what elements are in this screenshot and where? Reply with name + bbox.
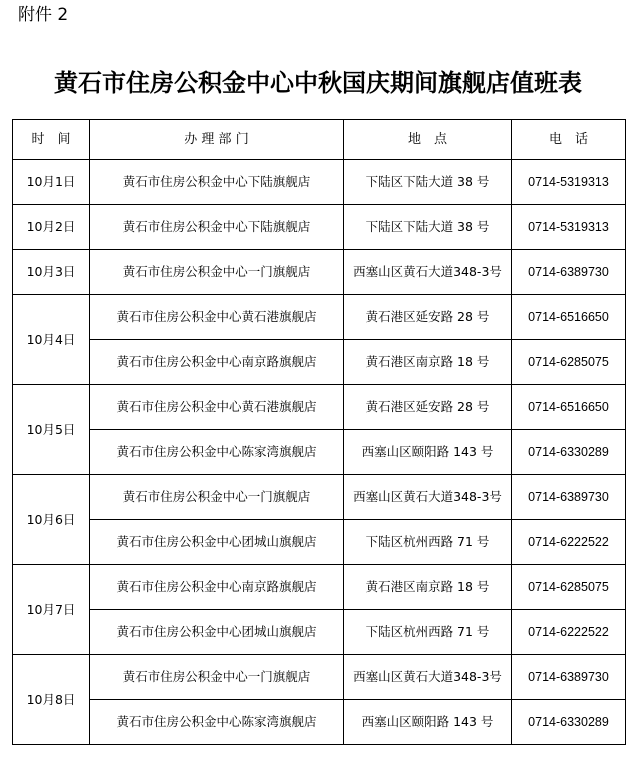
address-cell: 西塞山区黄石大道348-3号 (344, 250, 512, 295)
table-row (13, 205, 626, 250)
phone-cell: 0714-6222522 (512, 520, 626, 565)
phone-cell: 0714-5319313 (512, 205, 626, 250)
phone-cell: 0714-6516650 (512, 295, 626, 340)
department-cell: 黄石市住房公积金中心下陆旗舰店 (90, 205, 344, 250)
phone-cell: 0714-6285075 (512, 340, 626, 385)
department-cell: 黄石市住房公积金中心一门旗舰店 (90, 475, 344, 520)
department-cell: 黄石市住房公积金中心黄石港旗舰店 (90, 295, 344, 340)
address-cell: 黄石港区南京路 18 号 (344, 565, 512, 610)
table-row (13, 475, 626, 520)
department-cell: 黄石市住房公积金中心一门旗舰店 (90, 250, 344, 295)
department-cell: 黄石市住房公积金中心团城山旗舰店 (90, 610, 344, 655)
address-cell: 黄石港区南京路 18 号 (344, 340, 512, 385)
header-location: 地 点 (344, 120, 512, 160)
address-cell: 下陆区杭州西路 71 号 (344, 610, 512, 655)
address-cell: 下陆区下陆大道 38 号 (344, 205, 512, 250)
date-cell: 10月5日 (13, 385, 90, 475)
page-title: 黄石市住房公积金中心中秋国庆期间旗舰店值班表 (54, 69, 582, 97)
date-cell: 10月3日 (13, 250, 90, 295)
header-time: 时 间 (13, 120, 90, 160)
table-row (13, 610, 626, 655)
address-cell: 黄石港区延安路 28 号 (344, 295, 512, 340)
table-row (13, 295, 626, 340)
header-phone: 电 话 (512, 120, 626, 160)
department-cell: 黄石市住房公积金中心一门旗舰店 (90, 655, 344, 700)
department-cell: 黄石市住房公积金中心南京路旗舰店 (90, 340, 344, 385)
department-cell: 黄石市住房公积金中心黄石港旗舰店 (90, 385, 344, 430)
phone-cell: 0714-6330289 (512, 430, 626, 475)
table-row (13, 520, 626, 565)
phone-cell: 0714-6389730 (512, 475, 626, 520)
table-header-row (13, 120, 626, 160)
date-cell: 10月6日 (13, 475, 90, 565)
department-cell: 黄石市住房公积金中心陈家湾旗舰店 (90, 430, 344, 475)
date-cell: 10月2日 (13, 205, 90, 250)
phone-cell: 0714-6285075 (512, 565, 626, 610)
address-cell: 西塞山区黄石大道348-3号 (344, 475, 512, 520)
address-cell: 西塞山区黄石大道348-3号 (344, 655, 512, 700)
phone-cell: 0714-6516650 (512, 385, 626, 430)
duty-roster-table (12, 119, 626, 745)
phone-cell: 0714-6389730 (512, 250, 626, 295)
department-cell: 黄石市住房公积金中心下陆旗舰店 (90, 160, 344, 205)
attachment-label: 附件 2 (18, 5, 69, 25)
phone-cell: 0714-6222522 (512, 610, 626, 655)
address-cell: 下陆区下陆大道 38 号 (344, 160, 512, 205)
date-cell: 10月8日 (13, 655, 90, 745)
table-row (13, 655, 626, 700)
table-row (13, 430, 626, 475)
address-cell: 西塞山区颐阳路 143 号 (344, 700, 512, 745)
address-cell: 黄石港区延安路 28 号 (344, 385, 512, 430)
table-row (13, 160, 626, 205)
department-cell: 黄石市住房公积金中心陈家湾旗舰店 (90, 700, 344, 745)
table-row (13, 700, 626, 745)
table-row (13, 565, 626, 610)
table-row (13, 340, 626, 385)
department-cell: 黄石市住房公积金中心团城山旗舰店 (90, 520, 344, 565)
table-row (13, 250, 626, 295)
header-department: 办 理 部 门 (90, 120, 344, 160)
date-cell: 10月4日 (13, 295, 90, 385)
address-cell: 西塞山区颐阳路 143 号 (344, 430, 512, 475)
date-cell: 10月1日 (13, 160, 90, 205)
address-cell: 下陆区杭州西路 71 号 (344, 520, 512, 565)
phone-cell: 0714-5319313 (512, 160, 626, 205)
table-row (13, 385, 626, 430)
phone-cell: 0714-6330289 (512, 700, 626, 745)
department-cell: 黄石市住房公积金中心南京路旗舰店 (90, 565, 344, 610)
date-cell: 10月7日 (13, 565, 90, 655)
phone-cell: 0714-6389730 (512, 655, 626, 700)
